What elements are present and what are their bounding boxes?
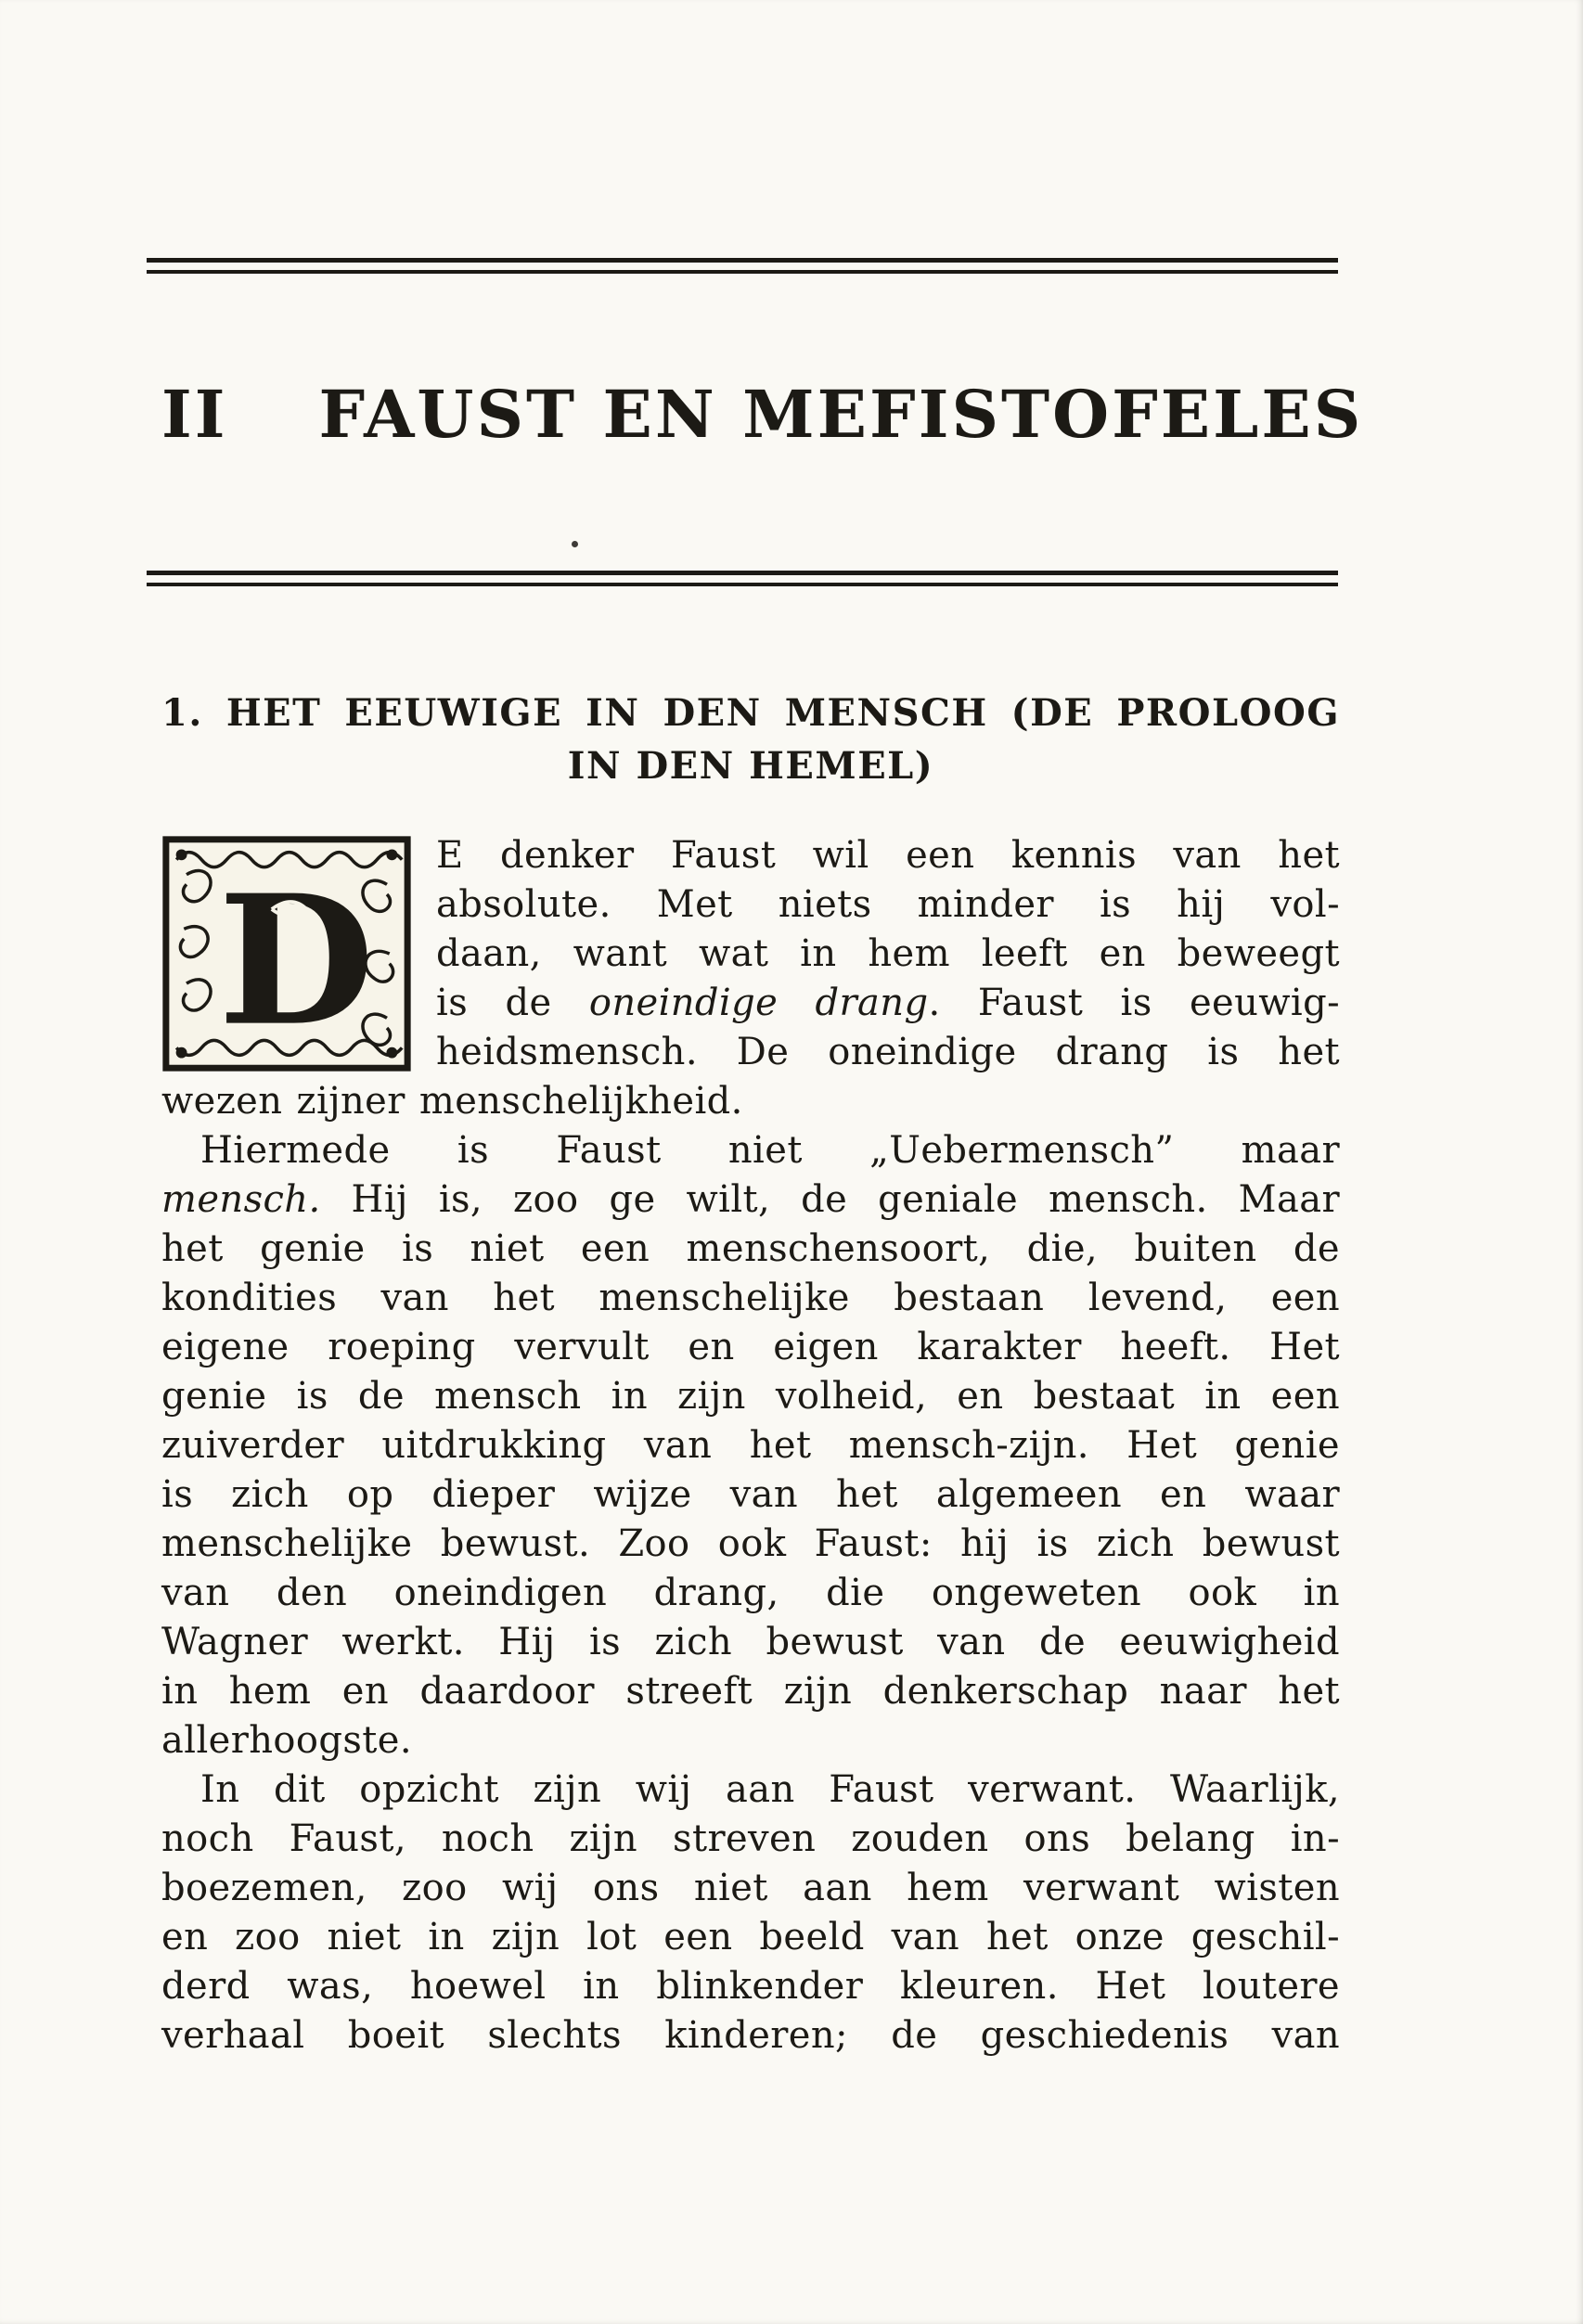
text-line (161, 1815, 1340, 1864)
text-line (161, 1372, 1340, 1421)
text-segment: derd was, hoewel in blinkender kleuren. Het loutere (161, 1965, 1340, 2008)
body-text (161, 831, 1340, 2061)
text-line (161, 1470, 1340, 1520)
dropcap-letter: D (217, 855, 376, 1066)
text-line (161, 1077, 1340, 1126)
text-line (161, 1274, 1340, 1323)
top-double-rule (147, 258, 1338, 274)
text-segment: en zoo niet in zijn lot een beeld van het onze geschil- (161, 1916, 1340, 1958)
text-line (161, 1569, 1340, 1618)
text-segment: Hij is, zoo ge wilt, de geniale mensch. Maar (320, 1178, 1340, 1221)
text-segment: . Faust is eeuwig- (928, 982, 1341, 1024)
text-line (161, 1913, 1340, 1962)
text-line (161, 1175, 1340, 1225)
chapter-number: II (161, 376, 228, 453)
mid-double-rule (147, 571, 1338, 586)
text-line (161, 1962, 1340, 2011)
dropcap-ornament-graphic (161, 835, 412, 1072)
print-artifact-dot (572, 541, 578, 547)
italic-text-segment: mensch. (161, 1178, 321, 1221)
section-heading (161, 687, 1340, 792)
text-line (161, 1618, 1340, 1667)
paragraph (161, 1126, 1340, 1765)
chapter-title: FAUST EN MEFISTOFELES (318, 376, 1364, 453)
text-segment: menschelijke bewust. Zoo ook Faust: hij is zich bewust (161, 1522, 1340, 1565)
text-segment: van den oneindigen drang, die ongeweten ook in (161, 1572, 1340, 1614)
text-segment: noch Faust, noch zijn streven zouden ons belang in- (161, 1817, 1340, 1860)
text-segment: het genie is niet een menschensoort, die, buiten de (161, 1227, 1340, 1270)
text-segment: absolute. Met niets minder is hij vol- (436, 883, 1340, 926)
italic-text-segment: oneindige drang (588, 982, 929, 1024)
text-segment: kondities van het menschelijke bestaan levend, een (161, 1277, 1340, 1319)
paragraph (161, 1765, 1340, 2061)
text-segment: In dit opzicht zijn wij aan Faust verwant. Waarlijk, (200, 1768, 1340, 1811)
text-segment: in hem en daardoor streeft zijn denkerschap naar het (161, 1670, 1340, 1713)
text-line (161, 1765, 1340, 1815)
text-line (161, 1225, 1340, 1274)
text-segment: is zich op dieper wijze van het algemeen en waar (161, 1473, 1340, 1516)
text-segment: zuiverder uitdrukking van het mensch-zijn. Het genie (161, 1424, 1340, 1467)
text-segment: Hiermede is Faust niet „Uebermensch” maar (200, 1129, 1340, 1172)
chapter-heading (161, 376, 1364, 453)
text-line (161, 1864, 1340, 1913)
text-segment: is de (436, 982, 589, 1024)
text-segment: heidsmensch. De oneindige drang is het (436, 1031, 1340, 1073)
text-line (161, 1667, 1340, 1716)
text-line (161, 1126, 1340, 1175)
text-line (161, 1520, 1340, 1569)
ornamental-dropcap (161, 835, 412, 1072)
paragraph-opening (161, 831, 1340, 1126)
text-segment: daan, want wat in hem leeft en beweegt (436, 932, 1340, 975)
section-heading-line2: IN DEN HEMEL) (567, 744, 934, 788)
text-segment: Wagner werkt. Hij is zich bewust van de eeuwigheid (161, 1621, 1340, 1663)
text-segment: verhaal boeit slechts kinderen; de geschiedenis van (161, 2014, 1340, 2057)
text-line (161, 2011, 1340, 2061)
text-line (161, 1716, 1340, 1765)
text-line (161, 1323, 1340, 1372)
text-segment: allerhoogste. (161, 1719, 412, 1762)
text-segment: eigene roeping vervult en eigen karakter heeft. Het (161, 1326, 1340, 1368)
text-segment: wezen zijner menschelijkheid. (161, 1080, 743, 1123)
section-heading-line1: 1. HET EEUWIGE IN DEN MENSCH (DE PROLOOG (161, 691, 1340, 735)
text-segment: E denker Faust wil een kennis van het (436, 834, 1340, 877)
text-line (161, 1421, 1340, 1470)
page-content (0, 258, 1583, 2061)
text-segment: genie is de mensch in zijn volheid, en bestaat in een (161, 1375, 1340, 1418)
text-segment: boezemen, zoo wij ons niet aan hem verwant wisten (161, 1867, 1340, 1909)
